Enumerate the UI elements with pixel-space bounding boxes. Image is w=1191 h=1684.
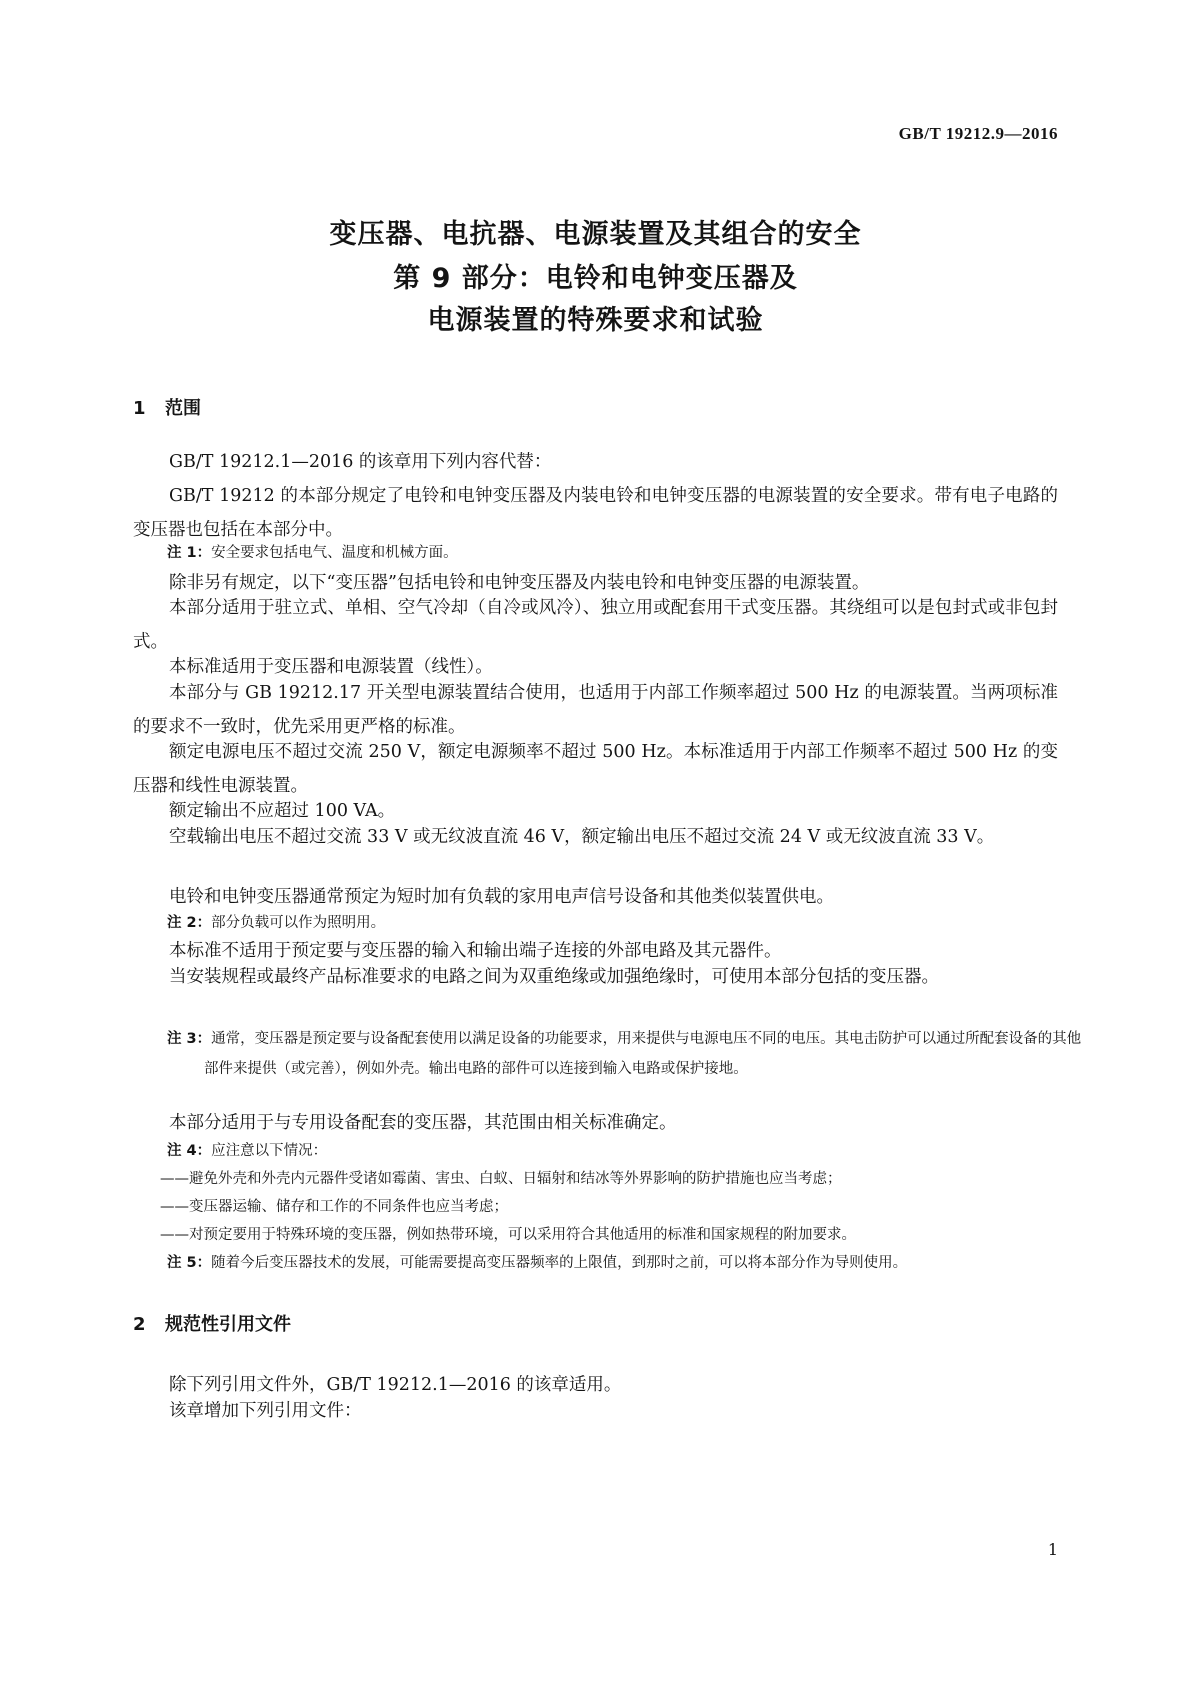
note-label: 注 1： [167, 545, 212, 561]
paragraph: GB/T 19212 的本部分规定了电铃和电钟变压器及内装电铃和电钟变压器的电源装置的安全要求。带有电子电路的变压器也包括在本部分中。 [133, 486, 1058, 540]
page-number: 1 [1047, 1540, 1058, 1559]
paragraph: 当安装规程或最终产品标准要求的电路之间为双重绝缘或加强绝缘时，可使用本部分包括的变压器。 [169, 967, 939, 987]
note-label: 注 2： [167, 915, 212, 931]
paragraph: 额定电源电压不超过交流 250 V，额定电源频率不超过 500 Hz。本标准适用于内部工作频率不超过 500 Hz 的变压器和线性电源装置。 [133, 742, 1058, 796]
section-1-title: 范围 [165, 398, 201, 419]
section-2-heading [133, 1310, 291, 1336]
paragraph: 本部分适用于与专用设备配套的变压器，其范围由相关标准确定。 [169, 1113, 677, 1133]
note-text: 安全要求包括电气、温度和机械方面。 [211, 545, 458, 561]
note-text: 通常，变压器是预定要与设备配套使用以满足设备的功能要求，用来提供与电源电压不同的电压。其电击防护可以通过所配套设备的其他部件来提供（或完善），例如外壳。输出电路的部件可以连接到输入电路或保护接地。 [204, 1031, 1082, 1077]
note-label: 注 3： [167, 1031, 212, 1047]
section-2-title: 规范性引用文件 [165, 1314, 291, 1335]
note-text: 应注意以下情况： [211, 1143, 328, 1159]
paragraph: 空载输出电压不超过交流 33 V 或无纹波直流 46 V，额定输出电压不超过交流 24 V 或无纹波直流 33 V。 [169, 827, 995, 847]
note-4 [167, 1136, 1058, 1166]
note-1 [167, 538, 1058, 568]
section-1-number: 1 [133, 398, 146, 419]
paragraph: 本部分与 GB 19212.17 开关型电源装置结合使用，也适用于内部工作频率超过 500 Hz 的电源装置。当两项标准的要求不一致时，优先采用更严格的标准。 [133, 683, 1058, 737]
note-4-item: ——避免外壳和外壳内元器件受诸如霉菌、害虫、白蚁、日辐射和结冰等外界影响的防护措施也应当考虑； [160, 1171, 842, 1187]
title-line-2: 第 9 部分：电铃和电钟变压器及 [393, 263, 798, 294]
paragraph: 除非另有规定，以下“变压器”包括电铃和电钟变压器及内装电铃和电钟变压器的电源装置。 [169, 573, 870, 593]
paragraph: 本部分适用于驻立式、单相、空气冷却（自冷或风冷）、独立用或配套用干式变压器。其绕组可以是包封式或非包封式。 [133, 598, 1058, 652]
note-4-item: ——对预定要用于特殊环境的变压器，例如热带环境，可以采用符合其他适用的标准和国家规程的附加要求。 [160, 1227, 856, 1243]
title-line-1: 变压器、电抗器、电源装置及其组合的安全 [329, 219, 862, 250]
note-label: 注 4： [167, 1143, 212, 1159]
paragraph: 该章增加下列引用文件： [169, 1401, 362, 1421]
paragraph: 额定输出不应超过 100 VA。 [169, 801, 396, 821]
note-4-item: ——变压器运输、储存和工作的不同条件也应当考虑； [160, 1199, 508, 1215]
paragraph: GB/T 19212.1—2016 的该章用下列内容代替： [169, 452, 552, 472]
standard-code: GB/T 19212.9—2016 [898, 124, 1058, 143]
note-3 [167, 1024, 1095, 1084]
section-1-heading [133, 394, 201, 420]
paragraph: 电铃和电钟变压器通常预定为短时加有负载的家用电声信号设备和其他类似装置供电。 [169, 887, 834, 907]
section-2-number: 2 [133, 1314, 146, 1335]
paragraph: 本标准不适用于预定要与变压器的输入和输出端子连接的外部电路及其元器件。 [169, 941, 782, 961]
note-label: 注 5： [167, 1255, 212, 1271]
paragraph: 除下列引用文件外，GB/T 19212.1—2016 的该章适用。 [169, 1375, 622, 1395]
note-text: 部分负载可以作为照明用。 [211, 915, 386, 931]
note-text: 随着今后变压器技术的发展，可能需要提高变压器频率的上限值，到那时之前，可以将本部分作为导则使用。 [211, 1255, 908, 1271]
paragraph: 本标准适用于变压器和电源装置（线性）。 [169, 657, 493, 677]
note-5 [167, 1248, 1058, 1278]
title-line-3: 电源装置的特殊要求和试验 [427, 305, 764, 336]
